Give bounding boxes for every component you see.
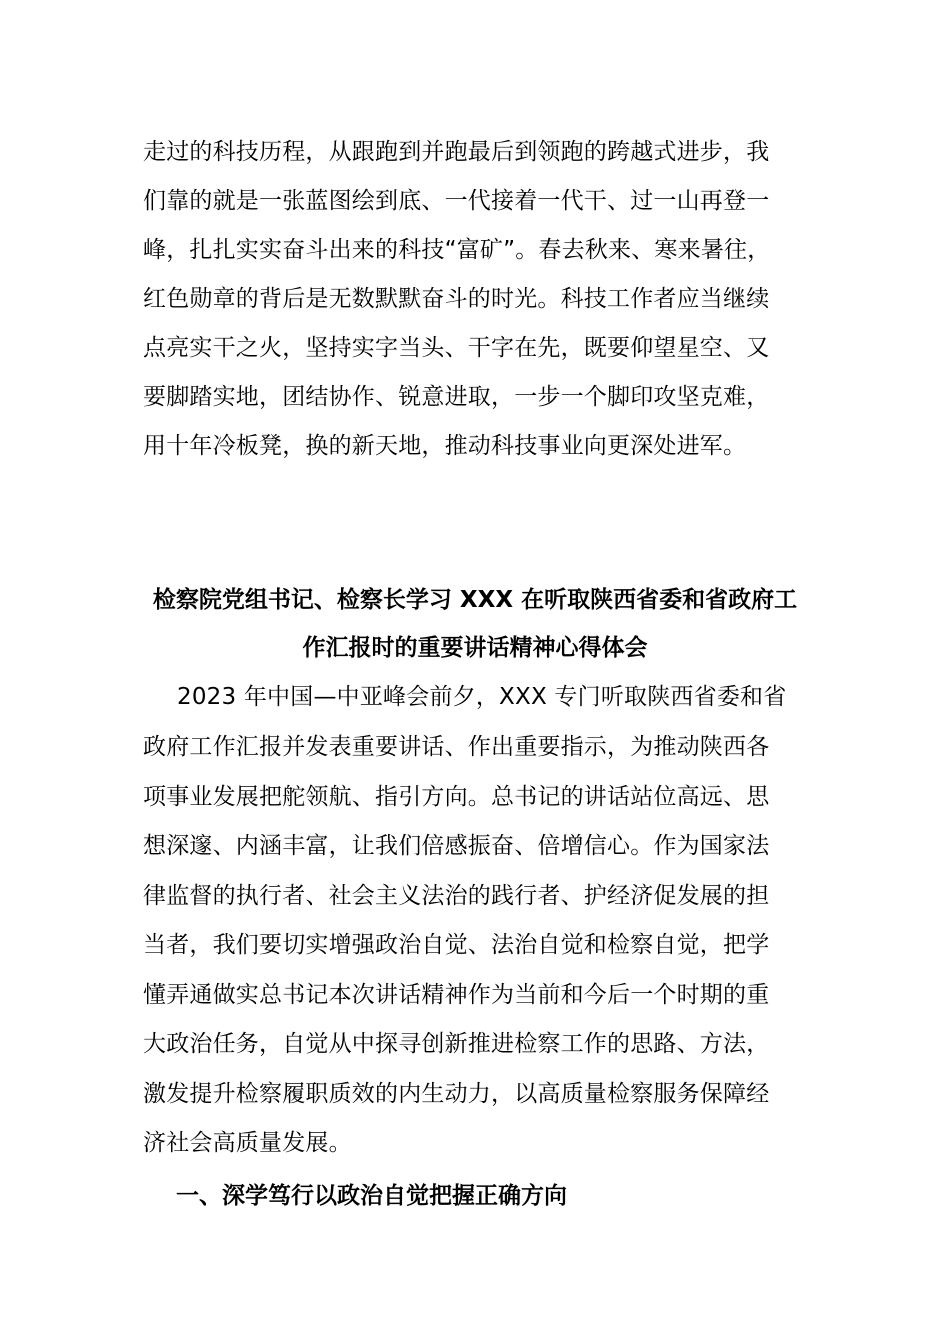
paragraph-line: 2023 年中国—中亚峰会前夕，XXX 专门听取陕西省委和省: [177, 684, 787, 710]
article-title-line-2: 作汇报时的重要讲话精神心得体会: [302, 635, 648, 661]
section-heading: 一、深学笃行以政治自觉把握正确方向: [176, 1183, 567, 1209]
paragraph-line: 当者，我们要切实增强政治自觉、法治自觉和检察自觉，把学: [143, 932, 770, 958]
paragraph-line: 走过的科技历程，从跟跑到并跑最后到领跑的跨越式进步，我: [143, 139, 770, 165]
paragraph-line: 大政治任务，自觉从中探寻创新推进检察工作的思路、方法，: [143, 1031, 770, 1057]
article-title-line-1: 检察院党组书记、检察长学习 XXX 在听取陕西省委和省政府工: [152, 587, 798, 613]
paragraph-line: 律监督的执行者、社会主义法治的践行者、护经济促发展的担: [143, 883, 770, 909]
paragraph-line: 懂弄通做实总书记本次讲话精神作为当前和今后一个时期的重: [143, 982, 770, 1008]
paragraph-line: 红色勋章的背后是无数默默奋斗的时光。科技工作者应当继续: [143, 286, 770, 312]
paragraph-line: 用十年冷板凳，换的新天地，推动科技事业向更深处进军。: [143, 433, 747, 459]
paragraph-line: 们靠的就是一张蓝图绘到底、一代接着一代干、过一山再登一: [143, 188, 770, 214]
paragraph-line: 峰，扎扎实实奋斗出来的科技“富矿”。春去秋来、寒来暑往，: [143, 237, 771, 263]
paragraph-line: 点亮实干之火，坚持实字当头、干字在先，既要仰望星空、又: [143, 335, 770, 361]
paragraph-line: 想深邃、内涵丰富，让我们倍感振奋、倍增信心。作为国家法: [143, 833, 770, 859]
paragraph-line: 政府工作汇报并发表重要讲话、作出重要指示，为推动陕西各: [143, 734, 770, 760]
paragraph-line: 要脚踏实地，团结协作、锐意进取，一步一个脚印攻坚克难，: [143, 384, 770, 410]
paragraph-line: 激发提升检察履职质效的内生动力，以高质量检察服务保障经: [143, 1081, 770, 1107]
paragraph-line: 济社会高质量发展。: [143, 1130, 352, 1156]
paragraph-line: 项事业发展把舵领航、指引方向。总书记的讲话站位高远、思: [143, 784, 770, 810]
